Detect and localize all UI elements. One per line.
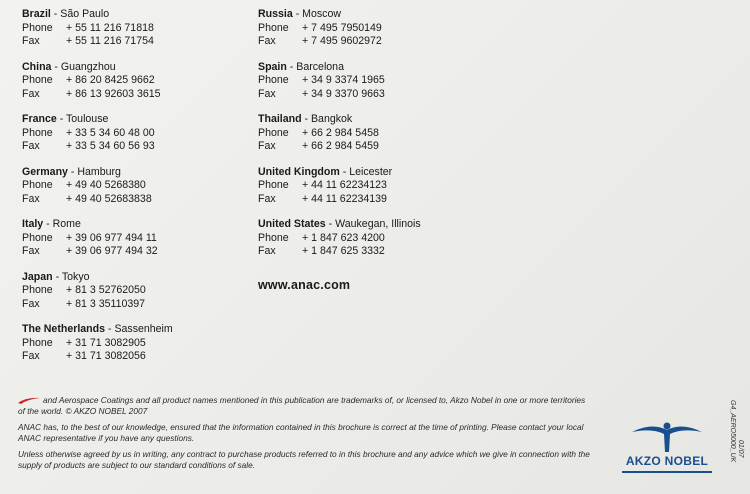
office-separator: - — [301, 113, 311, 125]
office-italy — [22, 218, 242, 259]
phone-label: Phone — [22, 179, 53, 191]
fax-row — [22, 88, 242, 102]
fax-number: + 55 11 216 71754 — [66, 35, 154, 47]
document-code-line1: G4_AERO5000_UK — [729, 400, 736, 463]
office-separator: - — [52, 270, 62, 283]
phone-label: Phone — [22, 74, 53, 86]
phone-number: + 81 3 52762050 — [66, 284, 146, 296]
office-japan — [22, 271, 242, 312]
office-city: Guangzhou — [60, 60, 116, 73]
office-heading — [22, 271, 242, 285]
office-separator: - — [105, 323, 115, 335]
fax-number: + 44 11 62234139 — [302, 192, 387, 205]
office-country: Japan — [22, 270, 53, 283]
office-city: Sassenheim — [114, 323, 173, 335]
office-heading — [258, 8, 518, 22]
fax-label: Fax — [22, 35, 40, 47]
office-country: Thailand — [258, 113, 302, 125]
office-heading — [258, 113, 518, 127]
phone-number: + 1 847 623 4200 — [302, 231, 385, 244]
phone-row — [22, 337, 242, 351]
office-the-netherlands — [22, 323, 242, 364]
office-brazil — [22, 8, 242, 49]
office-separator: - — [67, 165, 78, 178]
akzo-nobel-logo — [622, 418, 712, 482]
fax-row — [22, 140, 242, 154]
office-china — [22, 61, 242, 102]
office-country: United States — [258, 218, 326, 230]
phone-row — [22, 284, 242, 298]
website-link[interactable]: www.anac.com — [258, 278, 351, 292]
office-city: São Paulo — [60, 8, 110, 20]
legal-text — [18, 395, 593, 477]
fax-row — [258, 193, 518, 207]
fax-number: + 66 2 984 5459 — [302, 140, 379, 152]
anac-swoosh-icon — [18, 397, 40, 404]
trademark-text: and Aerospace Coatings and all product names mentioned in this publication are trademarks of, or licensed to, Akzo Nobel in one or more territories of the world. © AKZO NOBEL 2007 — [18, 395, 586, 416]
office-germany — [22, 166, 242, 207]
phone-label: Phone — [258, 231, 289, 244]
phone-label: Phone — [258, 179, 289, 191]
office-country: Italy — [22, 218, 44, 230]
phone-number: + 55 11 216 71818 — [66, 21, 154, 34]
phone-number: + 7 495 7950149 — [302, 21, 382, 34]
office-united-states — [258, 218, 518, 259]
office-city: Moscow — [302, 8, 342, 20]
phone-number: + 39 06 977 494 11 — [66, 231, 157, 244]
phone-label: Phone — [22, 21, 53, 34]
office-separator: - — [50, 8, 61, 20]
phone-row — [258, 74, 518, 88]
office-heading — [22, 218, 242, 232]
conditions-text: Unless otherwise agreed by us in writing, any contract to purchase products referred to in this brochure and any advice which we give in connection with the supply of products are subject to our standard conditions of sale. — [18, 449, 590, 470]
phone-label: Phone — [22, 126, 53, 139]
office-separator: - — [43, 218, 53, 230]
fax-label: Fax — [22, 87, 40, 100]
fax-row — [258, 88, 518, 102]
office-country: France — [22, 113, 57, 125]
phone-label: Phone — [22, 336, 53, 349]
offices-column-right — [258, 8, 518, 271]
office-heading — [258, 166, 518, 180]
fax-row — [22, 298, 242, 312]
phone-number: + 44 11 62234123 — [302, 179, 387, 191]
office-spain — [258, 61, 518, 102]
fax-number: + 49 40 52683838 — [66, 192, 152, 205]
fax-number: + 81 3 35110397 — [66, 297, 146, 310]
phone-row — [258, 179, 518, 193]
office-heading — [22, 323, 242, 337]
fax-row — [22, 245, 242, 259]
phone-label: Phone — [258, 126, 289, 139]
phone-row — [22, 127, 242, 141]
fax-label: Fax — [22, 245, 40, 257]
fax-number: + 34 9 3370 9663 — [302, 87, 385, 100]
fax-label: Fax — [22, 140, 40, 152]
office-united-kingdom — [258, 166, 518, 207]
office-heading — [22, 61, 242, 75]
office-heading — [22, 8, 242, 22]
fax-label: Fax — [258, 87, 276, 100]
office-heading — [258, 61, 518, 75]
office-city: Hamburg — [77, 165, 121, 178]
logo-wordmark: AKZO NOBEL — [625, 454, 709, 468]
phone-row — [22, 22, 242, 36]
office-separator: - — [286, 60, 297, 73]
fax-number: + 1 847 625 3332 — [302, 245, 385, 257]
office-city: Bangkok — [310, 113, 353, 125]
disclaimer-text: ANAC has, to the best of our knowledge, ensured that the information contained in this brochure is correct at the time of printing. Please contact your local ANAC representative if you have any questions. — [18, 422, 584, 443]
phone-label: Phone — [22, 231, 53, 244]
phone-row — [22, 74, 242, 88]
fax-label: Fax — [258, 140, 276, 152]
office-country: Brazil — [22, 8, 51, 20]
fax-row — [22, 35, 242, 49]
phone-row — [22, 232, 242, 246]
office-city: Leicester — [349, 165, 393, 178]
phone-number: + 86 20 8425 9662 — [66, 74, 155, 86]
office-country: The Netherlands — [22, 323, 106, 335]
fax-row — [258, 140, 518, 154]
office-separator: - — [292, 8, 303, 20]
office-heading — [22, 113, 242, 127]
phone-label: Phone — [258, 74, 289, 86]
office-france — [22, 113, 242, 154]
fax-row — [22, 193, 242, 207]
office-city: Rome — [52, 218, 81, 230]
fax-label: Fax — [258, 35, 276, 47]
document-code — [726, 400, 744, 470]
office-heading — [22, 166, 242, 180]
fax-label: Fax — [22, 192, 40, 205]
phone-number: + 66 2 984 5458 — [302, 126, 379, 139]
phone-row — [258, 127, 518, 141]
office-separator: - — [339, 165, 350, 178]
phone-number: + 34 9 3374 1965 — [302, 74, 385, 86]
phone-row — [258, 22, 518, 36]
office-country: Germany — [22, 165, 68, 178]
trademark-notice — [18, 395, 593, 416]
office-separator: - — [325, 218, 336, 230]
phone-row — [258, 232, 518, 246]
office-city: Waukegan, Illinois — [335, 218, 421, 230]
phone-number: + 49 40 5268380 — [66, 179, 146, 191]
phone-label: Phone — [258, 21, 289, 34]
fax-label: Fax — [258, 192, 276, 205]
offices-column-left — [22, 8, 242, 376]
office-city: Toulouse — [65, 113, 109, 125]
phone-number: + 33 5 34 60 48 00 — [66, 126, 155, 139]
fax-number: + 31 71 3082056 — [66, 350, 146, 362]
office-country: Spain — [258, 60, 287, 73]
office-heading — [258, 218, 518, 232]
office-country: China — [22, 60, 52, 73]
fax-number: + 39 06 977 494 32 — [66, 245, 158, 257]
akzo-nobel-figure-icon — [622, 418, 712, 454]
logo-underline — [622, 471, 712, 473]
office-russia — [258, 8, 518, 49]
fax-number: + 86 13 92603 3615 — [66, 87, 161, 100]
phone-number: + 31 71 3082905 — [66, 336, 146, 349]
office-separator: - — [51, 60, 61, 73]
office-thailand — [258, 113, 518, 154]
office-country: United Kingdom — [258, 165, 340, 178]
phone-label: Phone — [22, 284, 53, 296]
document-code-line2: 01/07 — [737, 440, 744, 458]
office-country: Russia — [258, 8, 293, 20]
fax-row — [22, 350, 242, 364]
fax-label: Fax — [22, 350, 40, 362]
fax-number: + 7 495 9602972 — [302, 35, 382, 47]
office-city: Barcelona — [296, 60, 344, 73]
fax-label: Fax — [22, 297, 40, 310]
phone-row — [22, 179, 242, 193]
office-separator: - — [56, 113, 66, 125]
fax-label: Fax — [258, 245, 276, 257]
fax-number: + 33 5 34 60 56 93 — [66, 140, 155, 152]
fax-row — [258, 245, 518, 259]
fax-row — [258, 35, 518, 49]
office-city: Tokyo — [61, 270, 90, 283]
